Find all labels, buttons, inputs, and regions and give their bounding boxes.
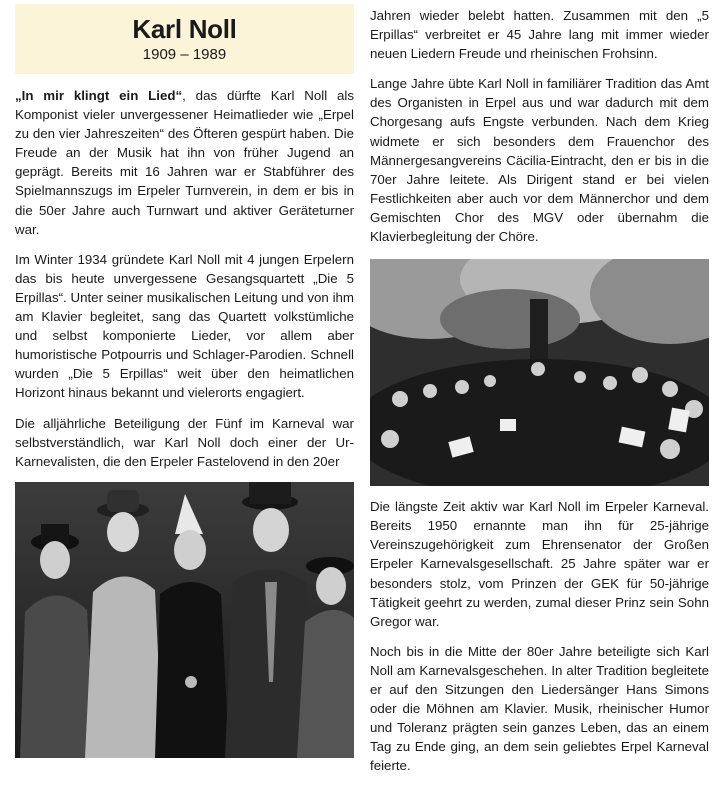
left-column: [15, 0, 354, 758]
page-title: Karl Noll: [132, 14, 237, 44]
paragraph-organist: Lange Jahre übte Karl Noll in familiärer Tradition das Amt des Organisten in Erpel aus und war dadurch mit dem Chorgesang aufs Engste verbunden. Nach dem Krieg widmete er sich besonders dem Frauenchor des Männergesangvereins Cäcilia-Eintracht, den er bis in die 70er Jahre leitete. Als Dirigent stand er bei vielen Festlichkeiten aber auch vor dem Männerchor und dem Gemischten Chor des MGV oder übernahm die Klavierbegleitung der Chöre.: [370, 76, 709, 245]
photo-carnival-group: [15, 482, 354, 758]
paragraph-later-years: Noch bis in die Mitte der 80er Jahre beteiligte sich Karl Noll am Karnevalsgeschehen. In alter Tradition begleitete er auf den Sitzungen den Liedersänger Hans Simons oder die Möhnen am Klavier. Musik, rheinischer Humor und Toleranz prägten sein ganzes Leben, das an einem Tag zu Ende ging, an dem sein geliebtes Erpel Karneval feierte.: [370, 643, 709, 774]
paragraph-carnival-start: Die alljährliche Beteiligung der Fünf im Karneval war selbstverständlich, war Karl Noll doch einer der Ur-Karnevalisten, die den Erpeler Fastelovend in den 20er: [15, 415, 354, 469]
choir-photo-image: [370, 259, 709, 486]
photo-choir-outdoor: [370, 259, 709, 486]
title-box: [15, 4, 354, 74]
intro-rest: , das dürfte Karl Noll als Komponist vieler unvergessener Heimatlieder wie „Erpel zu den vier Jahreszeiten“ des Öfteren gespürt haben. Die Freude an der Musik hat ihn von früher Jugend an geprägt. Bereits mit 16 Jahren war er Stabführer des Spielmannszugs im Erpeler Turnverein, in dem er bis in die 50er Jahre auch Turnwart und aktiver Geräteturner war.: [15, 88, 354, 237]
life-years: 1909 – 1989: [142, 46, 227, 63]
paragraph-carnival-cont: Jahren wieder belebt hatten. Zusammen mit den „5 Erpillas“ verbreitet er 45 Jahre lang mit immer wieder neuen Liedern Freude und rheinischen Frohsinn.: [370, 8, 709, 62]
intro-lead: „In mir klingt ein Lied“: [15, 88, 183, 103]
paragraph-intro: [15, 86, 354, 239]
paragraph-carnival-senator: Die längste Zeit aktiv war Karl Noll im Erpeler Karneval. Bereits 1950 ernannte man ihn für 25-jährige Vereinszugehörigkeit zum Ehrensenator der Großen Erpeler Karnevalsgesellschaft. 25 Jahre später war er besonders stolz, vom Prinzen der GEK für 50-jährige Tätigkeit geehrt zu werden, zumal dieser Prinz sein Sohn Gregor war.: [370, 499, 709, 629]
carnival-photo-image: [15, 482, 354, 758]
paragraph-quartet: Im Winter 1934 gründete Karl Noll mit 4 jungen Erpelern das bis heute unvergessene Gesangsquartett „Die 5 Erpillas“. Unter seiner musikalischen Leitung und von ihm am Klavier begleitet, sang das Quartett volkstümliche und selbst komponierte Lieder, vor allem aber humoristische Potpourris und Schlager-Parodien. Schnell wurden „Die 5 Erpillas“ weit über den heimatlichen Horizont hinaus bekannt und vielerorts engagiert.: [15, 251, 354, 401]
right-column: [370, 6, 709, 786]
